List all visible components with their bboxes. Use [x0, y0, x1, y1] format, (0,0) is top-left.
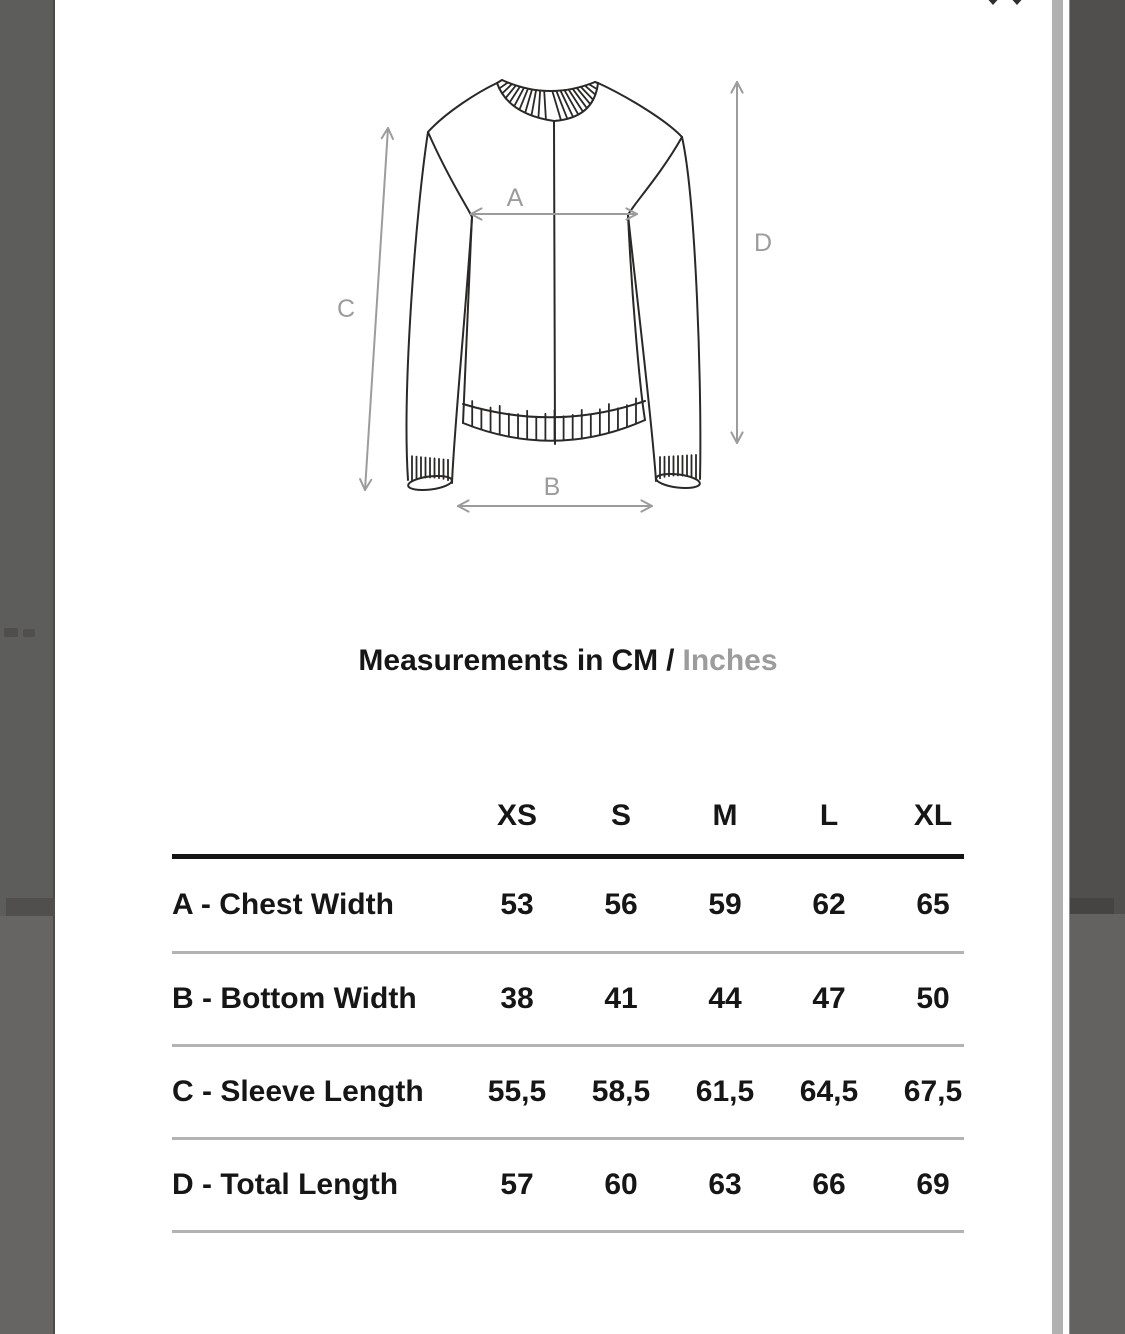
size-column-header-xs: XS	[496, 799, 538, 832]
garment-measurement-diagram	[330, 60, 790, 530]
title-text: Measurements in	[358, 644, 604, 677]
measurements-title	[172, 641, 964, 681]
size-value-cell: 63	[708, 1168, 742, 1201]
measurement-arrows	[360, 82, 743, 512]
dimmed-page-left[interactable]	[0, 0, 55, 1334]
size-value-cell: 65	[916, 888, 950, 921]
sketch-line	[538, 91, 540, 118]
size-value-cell: 69	[916, 1168, 950, 1201]
size-value-cell: 38	[500, 982, 534, 1015]
sketch-line	[499, 83, 508, 89]
clipped-glyph-mark	[986, 0, 1000, 5]
dimmed-page-artifact	[1070, 914, 1125, 1334]
sketch-line	[365, 128, 388, 490]
clipped-glyph-mark	[1010, 0, 1024, 5]
size-column-header-s: S	[610, 799, 631, 832]
size-value-cell: 53	[500, 888, 534, 921]
table-row-total-length	[172, 1140, 964, 1233]
size-value-cell: 50	[916, 982, 950, 1015]
size-value-cell: 61,5	[695, 1075, 755, 1108]
size-value-cell: 67,5	[903, 1075, 963, 1108]
size-table	[172, 778, 964, 1233]
dimmed-page-artifact	[0, 916, 53, 1334]
size-value-cell: 62	[812, 888, 846, 921]
sweater-sketch	[330, 60, 790, 530]
size-value-cell: 60	[604, 1168, 638, 1201]
measurement-row-label: D - Total Length	[172, 1168, 399, 1201]
size-column-header-m: M	[712, 799, 738, 832]
size-value-cell: 55,5	[487, 1075, 547, 1108]
size-value-cell: 56	[604, 888, 638, 921]
sketch-line	[544, 91, 546, 120]
sketch-line	[532, 90, 537, 115]
modal-scrollbar[interactable]	[1052, 0, 1063, 1334]
size-value-cell: 57	[500, 1168, 534, 1201]
dimmed-page-artifact	[6, 898, 55, 916]
size-value-cell: 44	[708, 982, 742, 1015]
measurement-row-label: A - Chest Width	[172, 888, 394, 921]
dimmed-page-artifact	[23, 629, 35, 637]
sketch-line	[388, 128, 393, 139]
size-column-header-xl: XL	[913, 799, 953, 832]
sleeve-length-label: C	[336, 295, 356, 323]
table-row-sleeve-length	[172, 1047, 964, 1140]
total-length-label: D	[753, 229, 773, 257]
table-row-chest-width	[172, 859, 964, 954]
dimmed-page-artifact	[1070, 898, 1114, 914]
dimmed-page-artifact	[4, 628, 18, 637]
size-value-cell: 58,5	[591, 1075, 651, 1108]
sketch-line	[589, 84, 597, 89]
unit-cm-toggle[interactable]: CM	[611, 644, 659, 677]
collar-ribbing	[499, 83, 597, 121]
size-value-cell: 64,5	[799, 1075, 859, 1108]
measurement-row-label: C - Sleeve Length	[172, 1075, 424, 1108]
size-value-cell: 59	[708, 888, 742, 921]
size-column-header-l: L	[819, 799, 839, 832]
measurement-row-label: B - Bottom Width	[172, 982, 417, 1015]
sketch-line	[581, 87, 593, 100]
sweater-outline	[407, 80, 701, 492]
size-table-header	[172, 778, 964, 859]
unit-inches-toggle[interactable]: Inches	[682, 644, 778, 677]
unit-separator: /	[666, 644, 675, 677]
size-value-cell: 47	[812, 982, 846, 1015]
size-value-cell: 66	[812, 1168, 846, 1201]
bottom-width-label: B	[543, 473, 561, 501]
sketch-line	[360, 479, 365, 490]
dimmed-page-right[interactable]	[1069, 0, 1125, 1334]
table-row-bottom-width	[172, 954, 964, 1047]
chest-width-label: A	[506, 184, 524, 212]
size-value-cell: 41	[604, 982, 638, 1015]
sketch-line	[552, 91, 561, 120]
